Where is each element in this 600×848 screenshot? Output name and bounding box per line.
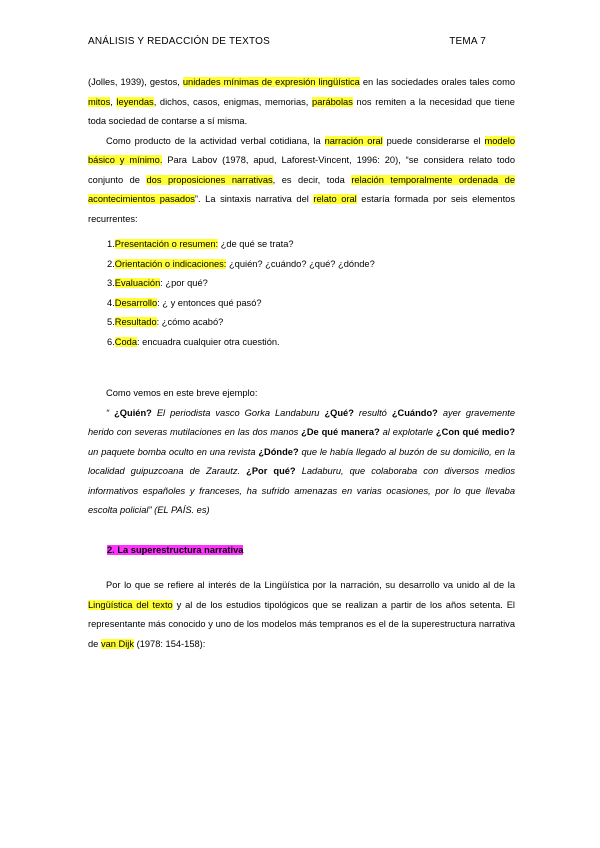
- highlight: modelo básico y mínimo.: [88, 135, 515, 165]
- list-item: 2.Orientación o indicaciones: ¿quién? ¿cuándo? ¿qué? ¿dónde?: [107, 258, 375, 269]
- header-title: ANÁLISIS Y REDACCIÓN DE TEXTOS: [88, 36, 270, 47]
- paragraph-3: Por lo que se refiere al interés de la Lingüística por la narración, su desarrollo va unido al de la Lingüística del texto y al de los estudios tipológicos que se realizan a partir de los años setenta. El representante más conocido y uno de los modelos más tempranos es el de la superestructura narrativa de van Dijk (1978: 154-158):: [88, 580, 515, 649]
- page-header: [88, 36, 516, 47]
- highlight: relato oral: [313, 194, 357, 204]
- list-item: 1.Presentación o resumen: ¿de qué se trata?: [107, 239, 294, 249]
- section-heading-block: [88, 541, 515, 561]
- highlight: relación temporalmente ordenada de acontecimientos pasados: [88, 174, 515, 204]
- list-item: 5.Resultado: ¿cómo acabó?: [107, 317, 224, 327]
- highlight: narración oral: [324, 135, 383, 146]
- highlight: unidades mínimas de expresión lingüística: [182, 77, 360, 87]
- highlight: leyendas: [116, 96, 154, 107]
- highlight: van Dijk: [100, 638, 135, 649]
- list-item: 3.Evaluación: ¿por qué?: [107, 278, 208, 288]
- elements-list-block: [88, 235, 515, 352]
- narrative-elements-list: [88, 235, 515, 352]
- highlight: dos proposiciones narrativas: [146, 174, 273, 185]
- highlight: parábolas: [312, 96, 353, 107]
- example-intro: Como vemos en este breve ejemplo:: [106, 388, 258, 398]
- section-heading: 2. La superestructura narrativa: [107, 545, 244, 555]
- paragraph-3-block: [88, 576, 515, 654]
- header-topic: TEMA 7: [449, 36, 486, 47]
- paragraph-1: (Jolles, 1939), gestos, unidades mínimas de expresión lingüística en las sociedades orales tales como mitos, leyendas, dichos, casos, enigmas, memorias, parábolas nos remiten a la necesidad que tiene toda sociedad de contarse a sí misma.: [88, 77, 515, 126]
- highlight: mitos: [88, 96, 111, 107]
- list-item: 4.Desarrollo: ¿ y entonces qué pasó?: [107, 297, 262, 308]
- example-quote: “ ¿Quién? El periodista vasco Gorka Landaburu ¿Qué? resultó ¿Cuándo? ayer gravemente herido con severas mutilaciones en las dos manos ¿De qué manera? al explotarle ¿Con qué medio? un paquete bomba oculto en una revista ¿Dónde? que le había llegado al buzón de su domicilio, en la localidad guipuzcoana de Zarautz. ¿Por qué? Ladaburu, que colaboraba con diversos medios informativos españoles y franceses, ha sufrido amenazas en varias ocasiones, por lo que llevaba escolta policial” (EL PAÍS. es): [88, 407, 516, 515]
- example-block: [88, 384, 515, 521]
- body-text: [88, 73, 515, 229]
- list-item: 6.Coda: encuadra cualquier otra cuestión.: [107, 336, 280, 347]
- highlight: Lingüística del texto: [88, 599, 173, 610]
- paragraph-2: Como producto de la actividad verbal cotidiana, la narración oral puede considerarse el modelo básico y mínimo. Para Labov (1978, apud, Laforest-Vincent, 1996: 20), “se considera relato todo conjunto de dos proposiciones narrativas, es decir, toda relación temporalmente ordenada de acontecimientos pasados”. La sintaxis narrativa del relato oral estaría formada por seis elementos recurrentes:: [88, 135, 516, 224]
